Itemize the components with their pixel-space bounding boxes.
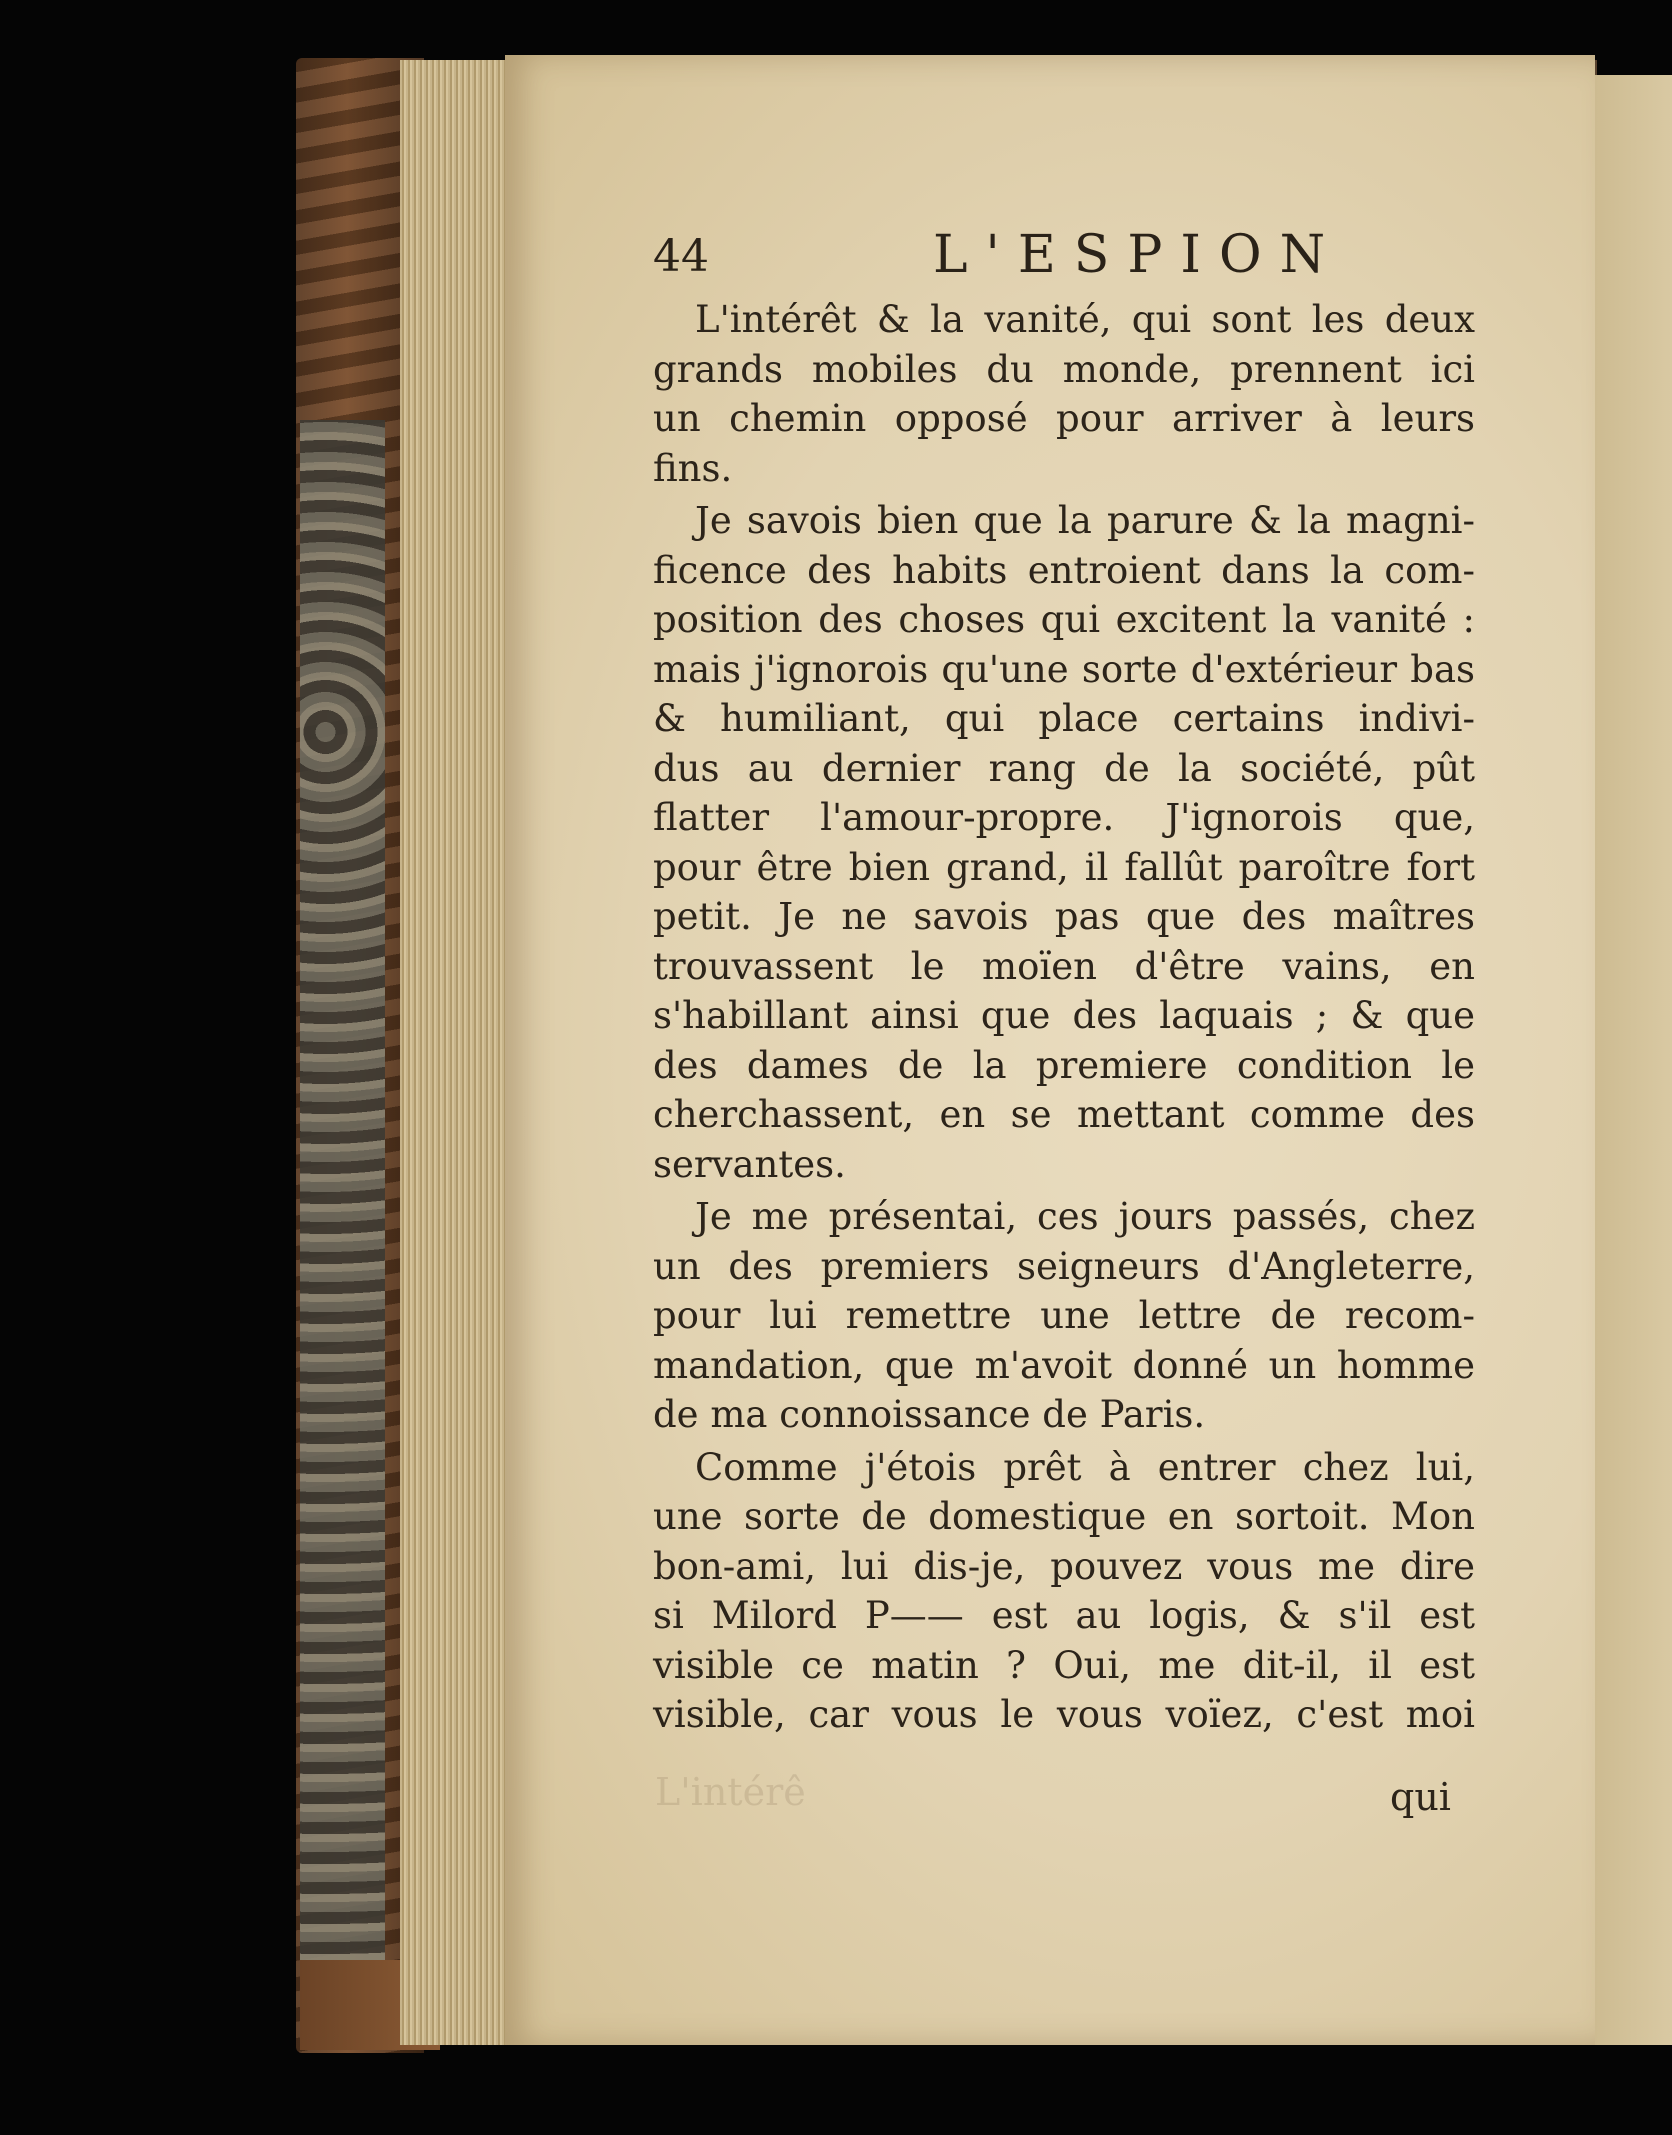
page-header (653, 225, 1493, 295)
printed-page (505, 55, 1595, 2045)
text-line: Je savois bien que la parure & la magni- (695, 499, 1475, 542)
catchword: qui (1390, 1775, 1451, 1819)
text-line: mandation, que m'avoit donné un homme (653, 1343, 1475, 1387)
page-stack-edge (400, 60, 510, 2045)
text-line: bon-ami, lui dis-je, pouvez vous me dire (653, 1544, 1475, 1588)
page-number: 44 (653, 231, 709, 282)
text-line: si Milord P—— est au logis, & s'il est (653, 1594, 1475, 1637)
text-line: Je me présentai, ces jours passés, chez (695, 1195, 1475, 1238)
show-through-text: L'intérê (655, 1770, 806, 1814)
text-line: cherchassent, en se mettant comme des (653, 1093, 1475, 1136)
text-line: s'habillant ainsi que des laquais ; & que (653, 994, 1475, 1037)
text-line: pour être bien grand, il fallût paroître fort (653, 845, 1475, 889)
text-line: servantes. (653, 1142, 846, 1186)
facing-page-edge (1595, 75, 1672, 2045)
text-line: dus au dernier rang de la société, pût (653, 746, 1475, 790)
text-line: trouvassent le moïen d'être vains, en (653, 944, 1475, 988)
text-line: de ma connoissance de Paris. (653, 1393, 1206, 1436)
text-line: pour lui remettre une lettre de recom- (653, 1294, 1475, 1337)
text-line: une sorte de domestique en sortoit. Mon (653, 1495, 1475, 1538)
text-line: L'intérêt & la vanité, qui sont les deux (695, 298, 1475, 341)
body-text (653, 295, 1475, 1740)
text-line: mais j'ignorois qu'une sorte d'extérieur bas (653, 647, 1475, 691)
text-line: grands mobiles du monde, prennent ici (653, 347, 1475, 391)
text-line: position des choses qui excitent la vanité : (653, 598, 1475, 641)
text-line: fins. (653, 446, 733, 490)
marbled-board (300, 420, 385, 1980)
text-line: petit. Je ne savois pas que des maîtres (653, 895, 1475, 938)
text-line: flatter l'amour-propre. J'ignorois que, (653, 796, 1475, 839)
text-line: un des premiers seigneurs d'Angleterre, (653, 1244, 1475, 1288)
text-line: visible, car vous le vous voïez, c'est moi (653, 1693, 1475, 1736)
text-line: & humiliant, qui place certains indivi- (653, 697, 1475, 740)
text-line: ficence des habits entroient dans la com- (653, 548, 1475, 592)
text-line: des dames de la premiere condition le (653, 1043, 1475, 1087)
text-line: Comme j'étois prêt à entrer chez lui, (695, 1445, 1475, 1489)
running-title: L'ESPION (933, 225, 1344, 285)
text-line: un chemin opposé pour arriver à leurs (653, 397, 1475, 440)
text-line: visible ce matin ? Oui, me dit-il, il est (653, 1643, 1475, 1687)
